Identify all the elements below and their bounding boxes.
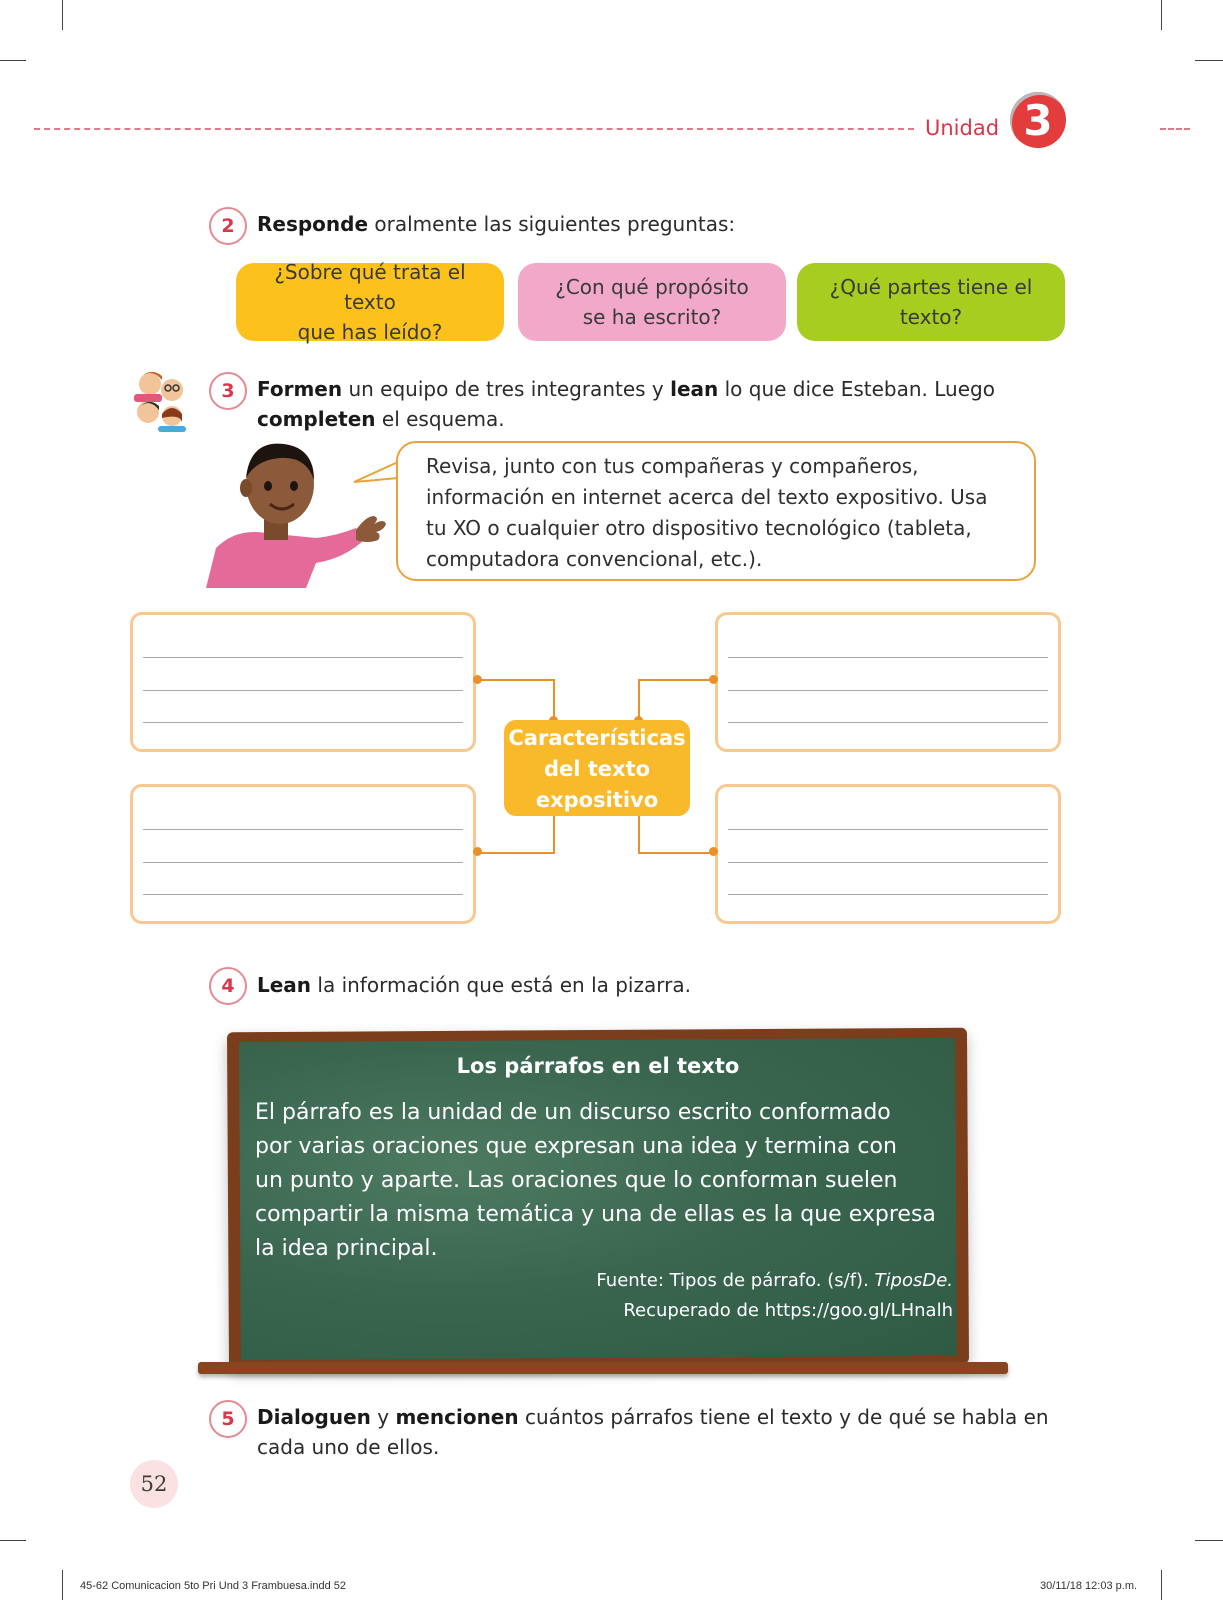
scheme-center-label: [504, 720, 690, 816]
instruction-verb: Dialoguen: [257, 1405, 371, 1429]
question-line: texto?: [899, 305, 963, 329]
scheme-connector: [638, 815, 715, 854]
chalkboard-text: [255, 1096, 955, 1266]
instruction-verb: Formen: [257, 377, 343, 401]
activity-number: 2: [209, 207, 247, 245]
activity-number: 5: [209, 1400, 247, 1438]
speech-line: computadora convencional, etc.).: [426, 547, 763, 571]
question-line: que has leído?: [297, 320, 443, 344]
crop-mark: [62, 1570, 63, 1600]
scheme-connector: [478, 815, 555, 854]
scheme-connector: [478, 679, 555, 723]
chalkboard-line: por varias oraciones que expresan una idea y termina con: [255, 1134, 897, 1159]
activity-5-instruction: [257, 1402, 1049, 1462]
page-number: 52: [130, 1460, 178, 1508]
chalkboard-line: un punto y aparte. Las oraciones que lo conforman suelen: [255, 1168, 898, 1193]
chalkboard-line: El párrafo es la unidad de un discurso escrito conformado: [255, 1100, 891, 1125]
chalkboard-title: Los párrafos en el texto: [456, 1054, 740, 1078]
team-icon: [128, 370, 192, 432]
speech-line: tu XO o cualquier otro dispositivo tecnológico (tableta,: [426, 516, 972, 540]
unit-number-badge: 3: [1010, 92, 1066, 148]
crop-mark: [0, 60, 26, 61]
crop-mark: [1195, 1540, 1223, 1541]
scheme-center-line: expositivo: [535, 788, 659, 812]
instruction-verb: Lean: [257, 973, 312, 997]
connector-dot: [473, 847, 482, 856]
instruction-verb: Responde: [257, 212, 369, 236]
question-cloud-parts: [797, 263, 1065, 341]
unit-label: Unidad: [925, 116, 1000, 140]
instruction-text: lo que dice Esteban. Luego: [718, 377, 995, 401]
connector-dot: [473, 675, 482, 684]
activity-4-instruction: [257, 970, 691, 1000]
crop-mark: [0, 1540, 26, 1541]
activity-number: 4: [209, 967, 247, 1005]
header-dashed-rule: [34, 128, 914, 130]
crop-mark: [1161, 0, 1162, 30]
instruction-text: cada uno de ellos.: [257, 1435, 440, 1459]
question-line: ¿Qué partes tiene el: [829, 275, 1033, 299]
scheme-answer-box-bottom-right[interactable]: [715, 784, 1061, 924]
chalkboard-line: la idea principal.: [255, 1236, 438, 1261]
crop-mark: [1161, 1570, 1162, 1600]
chalkboard-line: compartir la misma temática y una de ellas es la que expresa: [255, 1202, 936, 1227]
source-title: TiposDe.: [874, 1270, 953, 1291]
connector-dot: [709, 675, 718, 684]
instruction-text: oralmente las siguientes preguntas:: [368, 212, 736, 236]
instruction-verb: lean: [670, 377, 719, 401]
header-dashed-rule: [1160, 128, 1190, 130]
speech-line: Revisa, junto con tus compañeras y compañeros,: [426, 454, 919, 478]
scheme-answer-box-top-left[interactable]: [130, 612, 476, 752]
footer-date: 30/11/18 12:03 p.m.: [1040, 1580, 1138, 1592]
instruction-text: el esquema.: [375, 407, 505, 431]
speech-bubble-tail: [352, 460, 402, 490]
activity-number: 3: [209, 372, 247, 410]
scheme-connector: [638, 679, 715, 723]
scheme-center-line: Características: [508, 726, 686, 750]
crop-mark: [1195, 60, 1223, 61]
scheme-center-line: del texto: [543, 757, 651, 781]
chalkboard-source: [596, 1270, 953, 1291]
activity-3-instruction: [257, 374, 995, 434]
scheme-answer-box-bottom-left[interactable]: [130, 784, 476, 924]
question-line: ¿Sobre qué trata el texto: [274, 260, 466, 314]
question-cloud-topic: [236, 260, 504, 344]
chalkboard-ledge: [198, 1362, 1008, 1374]
instruction-text: cuántos párrafos tiene el texto y de qué se habla en: [518, 1405, 1049, 1429]
footer-file-info: 45-62 Comunicacion 5to Pri Und 3 Frambuesa.indd 52: [80, 1580, 346, 1592]
speech-line: información en internet acerca del texto expositivo. Usa: [426, 485, 988, 509]
question-line: se ha escrito?: [582, 305, 722, 329]
source-text: Fuente: Tipos de párrafo. (s/f).: [596, 1270, 875, 1291]
scheme-answer-box-top-right[interactable]: [715, 612, 1061, 752]
speech-bubble: [396, 441, 1036, 581]
instruction-verb: completen: [257, 407, 376, 431]
instruction-text: la información que está en la pizarra.: [311, 973, 691, 997]
question-line: ¿Con qué propósito: [555, 275, 749, 299]
instruction-text: y: [370, 1405, 396, 1429]
instruction-text: un equipo de tres integrantes y: [342, 377, 671, 401]
instruction-verb: mencionen: [395, 1405, 519, 1429]
crop-mark: [62, 0, 63, 30]
connector-dot: [709, 847, 718, 856]
activity-2-instruction: [257, 209, 735, 239]
question-cloud-purpose: [518, 263, 786, 341]
chalkboard-source-url: Recuperado de https://goo.gl/LHnalh: [623, 1300, 953, 1321]
